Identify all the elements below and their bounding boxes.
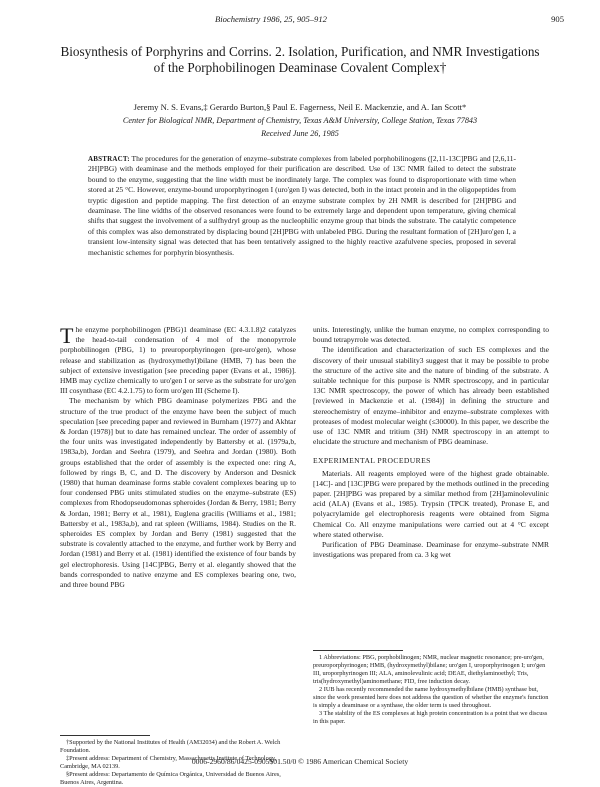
footnote-address-1: ‡Present address: Department of Chemistry, Massachusetts Institute of Technology, Cambridge, MA 02139. xyxy=(60,755,277,770)
running-header xyxy=(0,14,600,28)
footnote-iub: 2 IUB has recently recommended the name hydroxymethylbilane (HMB) synthase but, since the work presented here does not address the question of whether the enzyme's function is simply a deaminase or a synthase, the older term is used throughout. xyxy=(313,686,549,709)
footnote-abbreviations: 1 Abbreviations: PBG, porphobilinogen; NMR, nuclear magnetic resonance; pre-uro'gen, preuroporphyrinogen; HMB, (hydroxymethyl)bilane; uro'gen I, uroporphyrinogen I; uro'gen III, uroporphyrinogen III; ALA, aminolevulinic acid; DEAE, diethylaminoethyl; Tris, tris(hydroxymethyl)aminomethane; FID, free induction decay. xyxy=(313,654,546,685)
section-heading: EXPERIMENTAL PROCEDURES xyxy=(313,456,431,466)
received-date: Received June 26, 1985 xyxy=(261,129,339,138)
intro-paragraph: The enzyme porphobilinogen (PBG)1 deaminase (EC 4.3.1.8)2 catalyzes the head-to-tail condensation of 4 mol of the monopyrrole porphobilinogen (PBG, 1) to preuroporphyrinogen (pre-uro'gen), whose release and stabilization as (hydroxymethyl)bilane (HMB, 7) has been the subject of extensive investigation [see preceding paper (Evans et al., 1986)]. HMB may cyclize chemically to uro'gen I or serve as the substrate for uro'gen III cosynthase (EC 4.2.1.75) to form uro'gen III (Scheme I). xyxy=(60,323,296,396)
page-number: 905 xyxy=(551,14,564,24)
drop-cap: T xyxy=(60,323,74,348)
affiliation: Center for Biological NMR, Department of Chemistry, Texas A&M University, College Station, Texas 77843 xyxy=(122,116,478,125)
copyright-footer: 0006-2960/86/0425-0905$01.50/0 © 1986 American Chemical Society xyxy=(191,757,409,766)
body-paragraph: units. Interestingly, unlike the human enzyme, no complex corresponding to bound tetrapyrrole was detected. xyxy=(313,325,549,345)
body-paragraph: The mechanism by which PBG deaminase polymerizes PBG and the structure of the true product of the enzyme have been the subject of much speculation [see preceding paper and reviewed in Burnham (1977) and Akhtar & Jordan (1978)] but to date has remained unclear. The order of assembly of the four units was investigated independently by Battersby et al. (1979a,b, 1983a,b), Jordan and Seehra (1979), and Seehra and Jordan (1980). Both groups established that the order of assembly is the expected one: ring A, followed by rings B, C, and D. The discovery by Anderson and Desnick (1980) that human deaminase forms stable covalent complexes bearing up to four condensed PBG units stimulated studies on the enzyme–substrate (ES) complexes from Rhodopseudomonas spheroides (Jordan & Berry, 1981; Berry & Jordan, 1981; Berry et al., 1981), Euglena gracilis (Williams et al., 1981; Battersby et al., 1983a,b), and rat spleen (Williams, 1984). Studies on the R. spheroides ES complex by Jordan and Berry (1981) suggested that the substrate is covalently attached to the enzyme, and further work by Berry and Jordan (1981) and Berry et al. (1981) identified the existence of four bands by gel electrophoresis. Using [14C]PBG, Berry et al. elegantly showed that the bands corresponded to native enzyme and ES complexes bearing one, two, and three bound PBG xyxy=(60,396,296,590)
footnote-rule xyxy=(313,650,403,651)
footnote-funding: †Supported by the National Institutes of Health (AM32034) and the Robert A. Welch Foundation. xyxy=(60,739,281,754)
footnote-address-2: §Present address: Departamento de Química Orgánica, Universidad de Buenos Aires, Buenos Aires, Argentina. xyxy=(60,771,281,786)
body-paragraph: The identification and characterization of such ES complexes and the discovery of their unusual stability3 suggest that it may be possible to probe the structure of the active site and the nature of binding of the substrate. A suitable technique for this purpose is NMR spectroscopy, and in particular 13C NMR spectroscopy, the power of which has already been established [reviewed in Mackenzie et al. (1984)] in defining the structure and stereochemistry of enzyme–inhibitor and enzyme–substrate complexes with proteases of modest molecular weight (≤30000). In this paper, we describe the use of 13C NMR and tritium (3H) NMR spectroscopy in an attempt to elucidate the structure and mechanism of PBG deaminase. xyxy=(313,345,549,447)
footnotes-right xyxy=(313,650,549,726)
abstract-text: The procedures for the generation of enzyme–substrate complexes from labeled porphobilinogens ([2,11-13C]PBG and [2,6,11-2H]PBG) with deaminase and the methods employed for their purification are described. Use of 13C NMR failed to detect the substrate bound to the enzyme, suggesting that the line width must be inordinately large. The complex was found to disproportionate with time when stored at 25 °C. However, enzyme-bound uroporphyrinogen I (uro'gen I) was detected, both in the intact protein and in the oligopeptides from tryptic digestion and peptide mapping. The first detection of an enzyme substrate complex by 2H NMR is described for [2H]PBG and deaminase. The line widths of the observed resonances were found to be extremely large and dependent upon temperature, giving chemical shifts that suggest the involvement of a sulfhydryl group as the nucleophilic enzyme group that binds the substrate. The catalytic competence of this complex was also demonstrated by displacing bound [2H]PBG with unlabeled PBG. During the resultant formation of [2H]uro'gen I, a transient low-intensity signal was detected that has been tentatively assigned to the highly reactive azafulvene species, proposed in several mechanistic schemes for porphyrin biosynthesis. xyxy=(88,154,516,257)
article-title: Biosynthesis of Porphyrins and Corrins. 2. Isolation, Purification, and NMR Investigations of the Porphobilinogen Deaminase Covalent Complex† xyxy=(60,44,540,75)
footnote-stability: 3 The stability of the ES complexes at high protein concentration is a point that we discuss in this paper. xyxy=(313,710,548,725)
footnote-rule xyxy=(60,735,150,736)
abstract-label: ABSTRACT: xyxy=(88,155,130,163)
materials-paragraph: Materials. All reagents employed were of the highest grade obtainable. [14C]- and [13C]PBG were prepared by the methods outlined in the preceding paper. [2H]PBG was prepared by a similar method from [2H]aminolevulinic acid (ALA) (Evans et al., 1985). Trypsin (TPCK treated), Pronase E, and polyacrylamide gel electrophoresis reagents were obtained from Sigma Chemical Co. All enzyme manipulations were carried out at 4 °C except where stated otherwise. xyxy=(313,468,549,539)
body-column-right xyxy=(313,325,549,560)
purification-paragraph: Purification of PBG Deaminase. Deaminase for enzyme–substrate NMR investigations was prepared from ca. 3 kg wet xyxy=(313,540,549,560)
journal-citation: Biochemistry 1986, 25, 905–912 xyxy=(215,14,327,24)
body-column-left xyxy=(60,325,296,590)
author-list: Jeremy N. S. Evans,‡ Gerardo Burton,§ Paul E. Fagerness, Neil E. Mackenzie, and A. Ian Scott* xyxy=(133,102,467,112)
abstract xyxy=(88,154,516,258)
